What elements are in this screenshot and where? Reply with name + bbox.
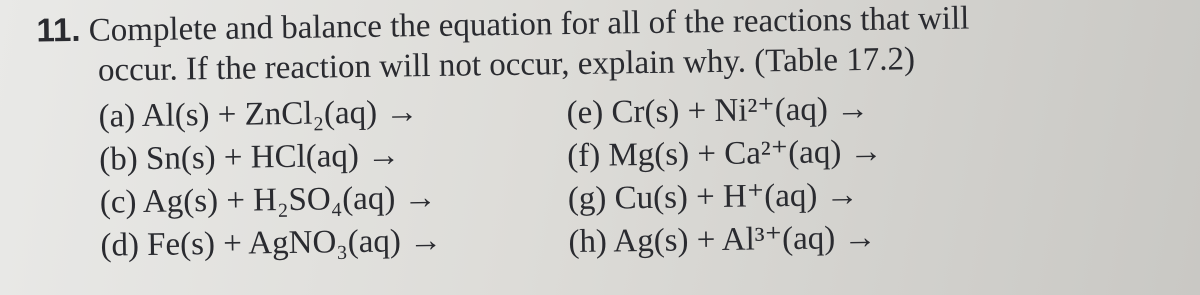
question-number: 11. — [36, 10, 81, 49]
reaction-equation: Al(s) + ZnCl₂(aq) → — [141, 94, 419, 135]
reaction-label: (e) — [566, 94, 604, 132]
reaction-e — [566, 88, 869, 132]
reaction-f — [567, 131, 883, 175]
reaction-label: (a) — [98, 98, 136, 135]
question-text-line-2: occur. If the reaction will not occur, explain why. (Table 17.2) — [97, 41, 916, 89]
reaction-equation: Ag(s) + Al³⁺(aq) → — [613, 219, 877, 260]
reaction-equation: Cu(s) + H⁺(aq) → — [614, 177, 859, 217]
reaction-label: (h) — [568, 223, 608, 261]
reaction-c — [100, 180, 437, 222]
reaction-a — [98, 94, 418, 135]
question-text-line-1: Complete and balance the equation for all of the reactions that will — [88, 0, 970, 49]
reaction-equation: Sn(s) + HCl(aq) → — [145, 137, 401, 177]
reaction-d — [100, 223, 442, 265]
reaction-g — [568, 174, 859, 218]
reaction-label: (c) — [99, 184, 137, 221]
reaction-equation: Fe(s) + AgNO₃(aq) → — [146, 222, 443, 263]
reaction-label: (g) — [567, 180, 607, 218]
reaction-equation: Cr(s) + Ni²⁺(aq) → — [611, 90, 870, 131]
reaction-h — [568, 217, 877, 261]
reaction-equation: Mg(s) + Ca²⁺(aq) → — [608, 133, 883, 174]
reaction-b — [99, 137, 400, 178]
reaction-label: (f) — [566, 137, 601, 175]
reaction-label: (d) — [100, 227, 140, 264]
reaction-equation: Ag(s) + H₂SO₄(aq) → — [142, 179, 437, 221]
reaction-label: (b) — [98, 141, 138, 178]
